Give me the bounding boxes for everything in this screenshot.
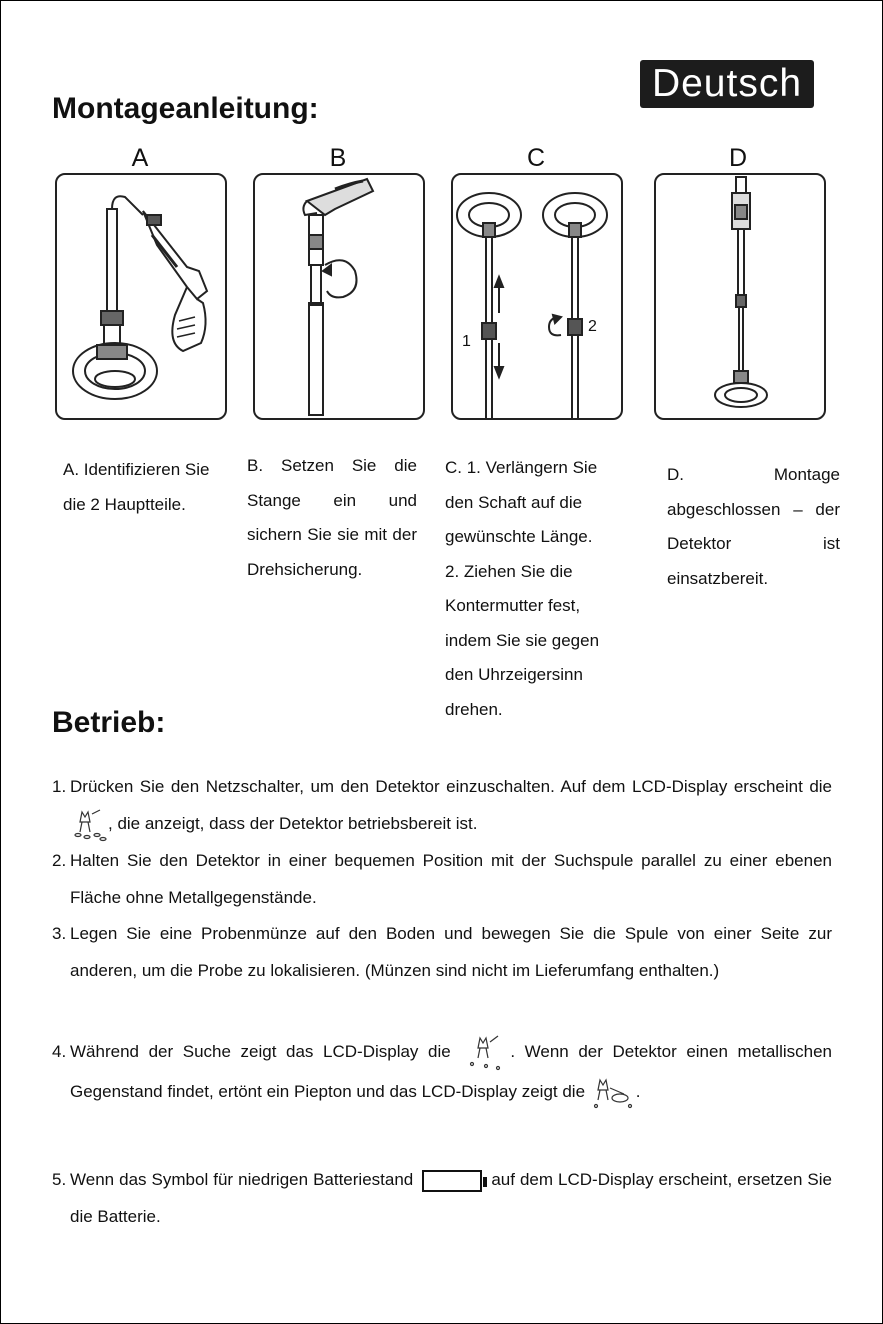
item-text: Drücken Sie den Netzschalter, um den Detektor einzuschalten. Auf dem LCD-Display erscheint die xyxy=(70,777,832,796)
panel-c-illustration xyxy=(451,173,623,420)
insert-rod-illustration xyxy=(255,175,423,418)
caption-c-line: den Schaft auf die xyxy=(445,492,583,512)
language-badge: Deutsch xyxy=(640,60,814,108)
item-text: Legen Sie eine Probenmünze auf den Boden und bewegen Sie die Spule von einer Seite zur anderen, um die Probe zu lokalisieren. (Münzen sind nicht im Lieferumfang enthalten.) xyxy=(70,924,832,980)
caption-c-line: indem Sie sie gegen xyxy=(445,630,600,650)
caption-c-line: 2. Ziehen Sie die xyxy=(445,561,573,581)
operation-title: Betrieb: xyxy=(52,706,166,739)
caption-b: B. Setzen Sie die Stange ein und sichern Sie sie mit der Drehsicherung. xyxy=(247,456,417,579)
item-text: Während der Suche zeigt das LCD-Display die xyxy=(70,1042,451,1061)
label-one: 1 xyxy=(462,333,471,350)
detector-parts-illustration xyxy=(57,175,225,418)
item-text: Halten Sie den Detektor in einer bequemen Position mit der Suchspule parallel zu einer ebenen Fläche ohne Metallgegenstände. xyxy=(70,851,832,907)
caption-c-line: den Uhrzeigersinn xyxy=(445,665,583,684)
low-battery-icon xyxy=(422,1170,482,1192)
caption-c xyxy=(445,451,635,727)
operation-item-4 xyxy=(52,1032,832,1112)
detector-ready-icon xyxy=(70,808,108,842)
item-text: , die anzeigt, dass der Detektor betriebsbereit ist. xyxy=(108,814,478,833)
caption-c-line: Kontermutter fest, xyxy=(445,596,581,615)
step-letter-d: D xyxy=(728,144,748,172)
label-two: 2 xyxy=(588,318,597,335)
item-text: . xyxy=(635,1082,641,1101)
caption-c-line: drehen. xyxy=(445,699,503,719)
item-text: auf dem LCD-Display erscheint, ersetzen Sie die Batterie. xyxy=(70,1170,832,1226)
assembled-detector-illustration xyxy=(656,175,824,418)
panel-d-illustration xyxy=(654,173,826,420)
item-text: . Wenn der Detektor einen metallischen Gegenstand findet, ertönt ein Piepton und das LCD-Display zeigt die xyxy=(70,1042,832,1101)
operation-item-3 xyxy=(52,915,832,989)
caption-d: D. Montage abgeschlossen – der Detektor ist einsatzbereit. xyxy=(667,465,840,588)
panel-b-illustration xyxy=(253,173,425,420)
step-letter-c: C xyxy=(526,144,546,172)
caption-a: A. Identifizieren Sie die 2 Hauptteile. xyxy=(63,460,210,514)
panel-a-illustration xyxy=(55,173,227,420)
searching-icon xyxy=(460,1034,510,1072)
item-number: 4. xyxy=(52,1042,67,1061)
extend-shaft-illustration xyxy=(453,175,621,418)
operation-item-1 xyxy=(52,768,832,842)
caption-c-line: gewünschte Länge. xyxy=(445,527,593,546)
item-number: 3. xyxy=(52,924,67,943)
step-letter-a: A xyxy=(131,144,149,172)
assembly-title: Montageanleitung: xyxy=(52,92,319,125)
step-letter-b: B xyxy=(329,144,347,172)
operation-item-5 xyxy=(52,1161,832,1235)
operation-item-2 xyxy=(52,842,832,916)
item-number: 1. xyxy=(52,777,67,796)
caption-c-line: C. 1. Verlängern Sie xyxy=(445,458,598,477)
item-text: Wenn das Symbol für niedrigen Batteriestand xyxy=(70,1170,414,1189)
metal-found-icon xyxy=(590,1076,636,1110)
item-number: 5. xyxy=(52,1170,67,1189)
item-number: 2. xyxy=(52,851,67,870)
